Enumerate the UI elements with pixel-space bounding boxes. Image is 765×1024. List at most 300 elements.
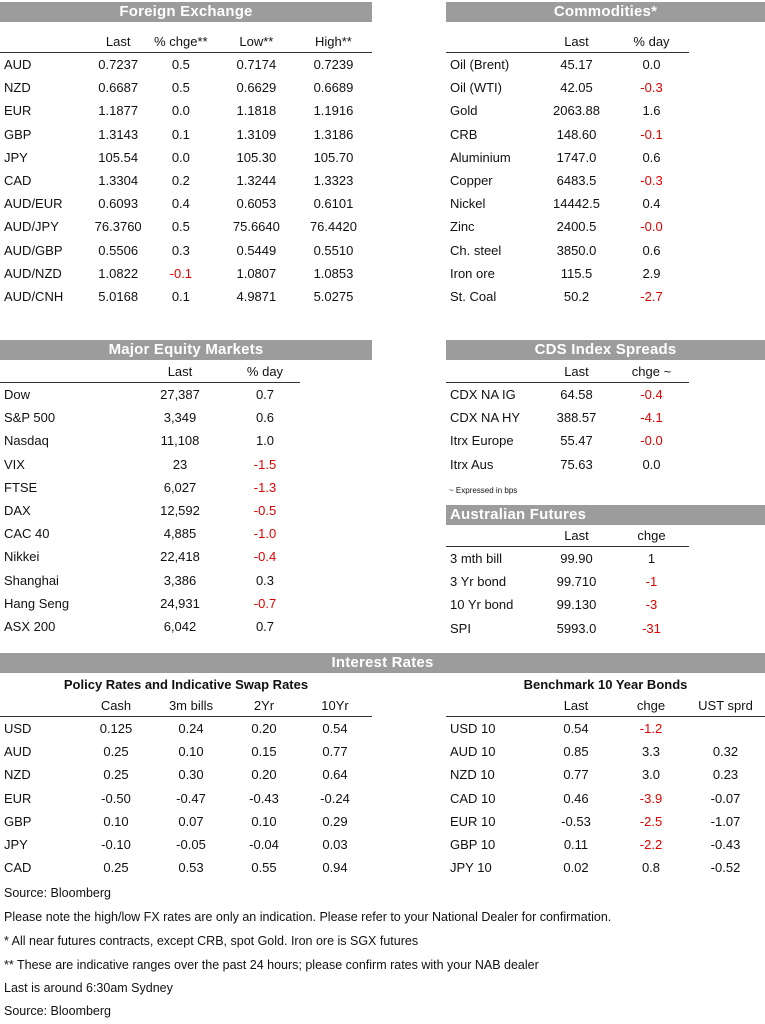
cell-value: 11,108 (160, 433, 200, 449)
cell-value: 0.6689 (313, 80, 354, 96)
column-header-row (0, 360, 300, 383)
cell-value: 115.5 (560, 265, 593, 281)
row-label: Ch. steel (450, 242, 502, 258)
row-label: AUD/CNH (4, 288, 64, 304)
cell-value: 1.6 (642, 103, 661, 119)
cell-value: 5.0275 (313, 288, 354, 304)
cell-value: 55.47 (560, 433, 593, 449)
cell-value: 0.1 (171, 288, 190, 304)
equity-row (0, 476, 300, 499)
cell-value: 1.3244 (236, 173, 277, 189)
cell-value: 64.58 (560, 387, 593, 403)
row-label: 10 Yr bond (450, 597, 514, 613)
row-label: NZD 10 (450, 767, 495, 783)
cds-table (446, 360, 689, 476)
row-label: NZD (4, 767, 31, 783)
cell-value: 0.6 (642, 149, 661, 165)
cell-value: 0.6053 (236, 196, 277, 212)
cell-value: 6483.5 (556, 173, 597, 189)
cell-value (686, 717, 765, 741)
column-header: Last (563, 697, 589, 713)
policy-row (0, 787, 372, 810)
cell-value: 0.85 (563, 744, 589, 760)
column-header-row (0, 694, 372, 717)
cell-value: 0.2 (171, 173, 190, 189)
column-header: 2Yr (253, 697, 275, 713)
row-label: JPY 10 (450, 860, 492, 876)
cell-value: 1.0853 (313, 265, 354, 281)
row-label: S&P 500 (4, 410, 56, 426)
cell-value: -0.0 (640, 433, 663, 449)
column-header: chge (636, 697, 666, 713)
row-label: EUR (4, 103, 32, 119)
cell-value: -4.1 (640, 410, 663, 426)
row-label: Nickel (450, 196, 486, 212)
cell-value: 0.7237 (98, 57, 139, 73)
cell-value: 45.17 (560, 57, 593, 73)
cell-value: 0.10 (178, 744, 204, 760)
cell-value: 0.94 (322, 860, 348, 876)
cell-value: 0.6093 (98, 196, 139, 212)
futures-row (446, 570, 689, 593)
cell-value: 105.54 (98, 149, 139, 165)
cds-header: CDS Index Spreads (446, 340, 765, 360)
fx-row (0, 285, 372, 308)
policy-rates-table (0, 694, 372, 879)
cell-value: -0.43 (710, 837, 741, 853)
column-header: 3m bills (168, 697, 214, 713)
fx-row (0, 146, 372, 169)
cell-value: -0.4 (253, 549, 277, 565)
fx-row (0, 76, 372, 99)
cell-value: 99.710 (556, 574, 597, 590)
cell-value: -0.7 (253, 595, 277, 611)
row-label: VIX (4, 456, 25, 472)
fx-row (0, 99, 372, 122)
column-header (0, 694, 80, 717)
cell-value: -2.5 (639, 813, 663, 829)
cell-value: 5993.0 (556, 620, 597, 636)
row-label: JPY (4, 837, 28, 853)
row-label: GBP (4, 126, 32, 142)
note-ranges: ** These are indicative ranges over the past 24 hours; please confirm rates with your NAB dealer (4, 958, 539, 972)
row-label: SPI (450, 620, 471, 636)
cell-value: -0.5 (253, 503, 277, 519)
cell-value: 0.46 (563, 790, 589, 806)
cell-value: -0.53 (561, 813, 591, 829)
row-label: EUR 10 (450, 813, 496, 829)
futures-row (446, 547, 689, 571)
cell-value: 0.77 (563, 767, 589, 783)
cell-value: 0.7174 (236, 57, 277, 73)
commodity-row (446, 262, 689, 285)
equity-row (0, 453, 300, 476)
cell-value: -1 (645, 574, 658, 590)
bond-row (446, 833, 765, 856)
row-label: AUD (4, 57, 32, 73)
row-label: Itrx Europe (450, 433, 514, 449)
cell-value: -1.0 (253, 526, 277, 542)
commodity-row (446, 239, 689, 262)
cell-value: 0.5510 (313, 242, 354, 258)
cell-value: 14442.5 (553, 196, 600, 212)
cell-value: 0.25 (103, 744, 129, 760)
commodity-row (446, 169, 689, 192)
row-label: Gold (450, 103, 478, 119)
equity-row (0, 615, 300, 638)
fx-row (0, 192, 372, 215)
cell-value: -0.47 (176, 790, 206, 806)
cell-value: -0.3 (640, 80, 663, 96)
cell-value: 76.4420 (309, 219, 357, 235)
bond-row (446, 740, 765, 763)
column-header: Last (564, 33, 589, 49)
cell-value: -1.07 (710, 813, 741, 829)
cell-value: 75.6640 (232, 219, 280, 235)
cell-value: 0.7 (255, 618, 275, 634)
column-header: Last (105, 33, 131, 49)
column-header (446, 360, 539, 383)
cell-value: 2.9 (642, 265, 661, 281)
cell-value: 5.0168 (98, 288, 139, 304)
cell-value: 0.6629 (236, 80, 277, 96)
cell-value: 99.130 (556, 597, 597, 613)
cell-value: 0.7239 (313, 57, 354, 73)
cell-value: 0.30 (178, 767, 204, 783)
row-label: CRB (450, 126, 478, 142)
row-label: CAD 10 (450, 790, 496, 806)
cell-value: 27,387 (160, 387, 200, 403)
cell-value: 0.15 (251, 744, 277, 760)
futures-header: Australian Futures (446, 505, 765, 525)
cell-value: 0.6101 (313, 196, 354, 212)
column-header: Low** (239, 33, 274, 49)
cds-row (446, 406, 689, 429)
cell-value: 24,931 (160, 595, 200, 611)
cell-value: 6,027 (163, 479, 197, 495)
bond-row (446, 856, 765, 879)
row-label: AUD/JPY (4, 219, 59, 235)
cell-value: -1.2 (639, 721, 663, 737)
cell-value: 0.125 (99, 721, 133, 737)
cell-value: 0.5449 (236, 242, 277, 258)
cell-value: 75.63 (560, 456, 593, 472)
column-header: chge (637, 527, 666, 543)
equity-row (0, 429, 300, 452)
cell-value: -31 (642, 620, 661, 636)
commodity-row (446, 215, 689, 238)
row-label: ASX 200 (4, 618, 56, 634)
row-label: AUD/NZD (4, 265, 62, 281)
row-label: DAX (4, 503, 31, 519)
cell-value: 0.03 (322, 837, 348, 853)
cell-value: 1.3304 (98, 173, 139, 189)
column-header: chge ~ (631, 363, 672, 379)
bond-row (446, 717, 765, 741)
cell-value: 1.1818 (236, 103, 277, 119)
cell-value: -3.9 (639, 790, 663, 806)
column-header: % day (246, 363, 284, 379)
row-label: Shanghai (4, 572, 59, 588)
cell-value: 0.64 (322, 767, 348, 783)
cell-value: 0.10 (103, 813, 129, 829)
column-header-row (446, 360, 689, 383)
column-header: % day (633, 33, 670, 49)
cell-value: 50.2 (563, 288, 590, 304)
equity-header: Major Equity Markets (0, 340, 372, 360)
cell-value: 0.0 (642, 456, 661, 472)
cell-value: 0.3 (171, 242, 190, 258)
cell-value: 1.0822 (98, 265, 139, 281)
column-header (0, 360, 130, 383)
bonds-table (446, 694, 765, 879)
cell-value: 0.25 (103, 860, 129, 876)
commodities-table (446, 30, 689, 308)
bond-row (446, 787, 765, 810)
column-header (446, 30, 539, 53)
bond-row (446, 763, 765, 786)
row-label: CDX NA HY (450, 410, 521, 426)
cell-value: -0.1 (640, 126, 663, 142)
row-label: St. Coal (450, 288, 497, 304)
cell-value: 0.29 (322, 813, 348, 829)
cell-value: 0.77 (322, 744, 348, 760)
column-header: Last (564, 527, 589, 543)
cell-value: 0.5 (171, 80, 190, 96)
fx-row (0, 262, 372, 285)
column-header: Cash (100, 697, 132, 713)
column-header-row (0, 30, 372, 53)
cell-value: 0.6687 (98, 80, 139, 96)
cell-value: 1.0807 (236, 265, 277, 281)
cell-value: 76.3760 (94, 219, 142, 235)
row-label: AUD/GBP (4, 242, 63, 258)
column-header: Last (564, 363, 589, 379)
cds-row (446, 453, 689, 476)
cell-value: 3,349 (163, 410, 197, 426)
cell-value: 0.54 (563, 721, 589, 737)
policy-row (0, 763, 372, 786)
cell-value: 0.24 (178, 721, 204, 737)
bonds-subtitle: Benchmark 10 Year Bonds (523, 677, 688, 692)
cell-value: 1.0 (255, 433, 275, 449)
cds-footnote: ~ Expressed in bps (449, 486, 518, 495)
cell-value: 0.02 (563, 860, 589, 876)
cell-value: 12,592 (160, 503, 200, 519)
commodity-row (446, 99, 689, 122)
cell-value: 0.53 (178, 860, 204, 876)
row-label: GBP 10 (450, 837, 496, 853)
cell-value: 0.11 (563, 837, 589, 853)
column-header-row (446, 694, 765, 717)
note-futures: * All near futures contracts, except CRB, spot Gold. Iron ore is SGX futures (4, 934, 419, 948)
commodity-row (446, 146, 689, 169)
bond-row (446, 810, 765, 833)
cell-value: 1.3143 (98, 126, 139, 142)
column-header: UST sprd (698, 697, 753, 713)
row-label: USD (4, 721, 32, 737)
cell-value: 3.0 (641, 767, 661, 783)
row-label: CAC 40 (4, 526, 50, 542)
cell-value: 0.20 (251, 721, 277, 737)
cell-value: 1.1916 (313, 103, 354, 119)
row-label: Aluminium (450, 149, 511, 165)
column-header (0, 30, 92, 53)
fx-row (0, 169, 372, 192)
row-label: Oil (Brent) (450, 57, 510, 73)
column-header (446, 694, 536, 717)
cell-value: 0.32 (712, 744, 739, 760)
equity-row (0, 499, 300, 522)
cell-value: 0.23 (712, 767, 739, 783)
policy-subtitle: Policy Rates and Indicative Swap Rates (63, 677, 309, 692)
column-header: 10Yr (321, 697, 349, 713)
cell-value: 2063.88 (553, 103, 600, 119)
cell-value: 0.5 (171, 219, 190, 235)
cell-value: 2400.5 (556, 219, 597, 235)
equity-row (0, 383, 300, 407)
column-header (446, 524, 539, 547)
cell-value: 6,042 (163, 618, 197, 634)
column-header: High** (315, 33, 352, 49)
equity-row (0, 545, 300, 568)
futures-row (446, 593, 689, 616)
cell-value: 0.3 (255, 572, 275, 588)
cell-value: -0.07 (710, 790, 741, 806)
cell-value: 23 (172, 456, 188, 472)
cell-value: -0.43 (249, 790, 279, 806)
commodity-row (446, 76, 689, 99)
row-label: NZD (4, 80, 31, 96)
cell-value: 0.5506 (98, 242, 139, 258)
cell-value: -3 (645, 597, 658, 613)
cell-value: 1 (647, 551, 656, 567)
row-label: 3 Yr bond (450, 574, 507, 590)
fx-row (0, 239, 372, 262)
interest-header: Interest Rates (0, 653, 765, 673)
row-label: CAD (4, 860, 32, 876)
cell-value: 1.3186 (313, 126, 354, 142)
cds-row (446, 383, 689, 407)
cell-value: -1.3 (253, 479, 277, 495)
equity-table (0, 360, 300, 638)
cell-value: 99.90 (560, 551, 593, 567)
cell-value: 4.9871 (236, 288, 277, 304)
policy-row (0, 810, 372, 833)
fx-header: Foreign Exchange (0, 2, 372, 22)
cell-value: 0.55 (251, 860, 277, 876)
row-label: AUD (4, 744, 32, 760)
row-label: Nasdaq (4, 433, 49, 449)
cell-value: 0.6 (255, 410, 275, 426)
row-label: EUR (4, 790, 32, 806)
row-label: AUD/EUR (4, 196, 63, 212)
cell-value: 0.25 (103, 767, 129, 783)
cell-value: 0.0 (642, 57, 661, 73)
commodity-row (446, 123, 689, 146)
note-fx-disclaimer: Please note the high/low FX rates are only an indication. Please refer to your National Dealer for confirmation. (4, 910, 612, 924)
equity-row (0, 569, 300, 592)
cell-value: -2.2 (639, 837, 663, 853)
cell-value: -0.05 (176, 837, 206, 853)
cell-value: 1.3323 (313, 173, 354, 189)
policy-row (0, 833, 372, 856)
note-source-2: Source: Bloomberg (4, 1004, 112, 1018)
cell-value: -0.24 (320, 790, 350, 806)
fx-row (0, 123, 372, 146)
cell-value: -0.3 (640, 173, 663, 189)
cell-value: 1.1877 (98, 103, 139, 119)
row-label: CDX NA IG (450, 387, 516, 403)
column-header-row (446, 30, 689, 53)
cell-value: 0.10 (251, 813, 277, 829)
cell-value: -0.50 (101, 790, 131, 806)
cell-value: 42.05 (560, 80, 593, 96)
cell-value: 0.5 (171, 57, 190, 73)
cell-value: 0.07 (178, 813, 204, 829)
row-label: CAD (4, 173, 32, 189)
cell-value: 105.70 (313, 149, 354, 165)
row-label: JPY (4, 149, 28, 165)
row-label: GBP (4, 813, 32, 829)
row-label: AUD 10 (450, 744, 496, 760)
policy-row (0, 717, 372, 741)
row-label: Copper (450, 173, 493, 189)
note-time: Last is around 6:30am Sydney (4, 981, 173, 995)
cell-value: 0.0 (171, 103, 190, 119)
fx-table (0, 30, 372, 308)
fx-row (0, 215, 372, 238)
row-label: Itrx Aus (450, 456, 494, 472)
cell-value: 0.20 (251, 767, 277, 783)
note-source: Source: Bloomberg (4, 886, 112, 900)
cell-value: 0.6 (642, 242, 661, 258)
column-header: % chge** (154, 33, 208, 49)
cell-value: 3,386 (163, 572, 197, 588)
cell-value: 105.30 (236, 149, 277, 165)
column-header: Last (167, 363, 193, 379)
equity-row (0, 592, 300, 615)
commodity-row (446, 285, 689, 308)
row-label: Iron ore (450, 265, 495, 281)
policy-row (0, 740, 372, 763)
cell-value: 3850.0 (556, 242, 597, 258)
cell-value: 0.0 (171, 149, 190, 165)
row-label: Zinc (450, 219, 475, 235)
equity-row (0, 406, 300, 429)
cell-value: -0.52 (710, 860, 741, 876)
cell-value: -0.1 (169, 265, 193, 281)
cell-value: -0.04 (249, 837, 279, 853)
cell-value: 0.1 (171, 126, 190, 142)
futures-row (446, 617, 689, 640)
policy-row (0, 856, 372, 879)
cell-value: 0.4 (171, 196, 190, 212)
cell-value: 1.3109 (236, 126, 277, 142)
cell-value: 0.7 (255, 387, 275, 403)
commodity-row (446, 53, 689, 77)
commodities-header: Commodities* (446, 2, 765, 22)
row-label: Nikkei (4, 549, 40, 565)
row-label: USD 10 (450, 721, 496, 737)
cell-value: 0.8 (641, 860, 661, 876)
fx-row (0, 53, 372, 77)
cell-value: 148.60 (556, 126, 597, 142)
cell-value: 388.57 (556, 410, 597, 426)
cell-value: -0.0 (640, 219, 663, 235)
commodity-row (446, 192, 689, 215)
row-label: Hang Seng (4, 595, 70, 611)
